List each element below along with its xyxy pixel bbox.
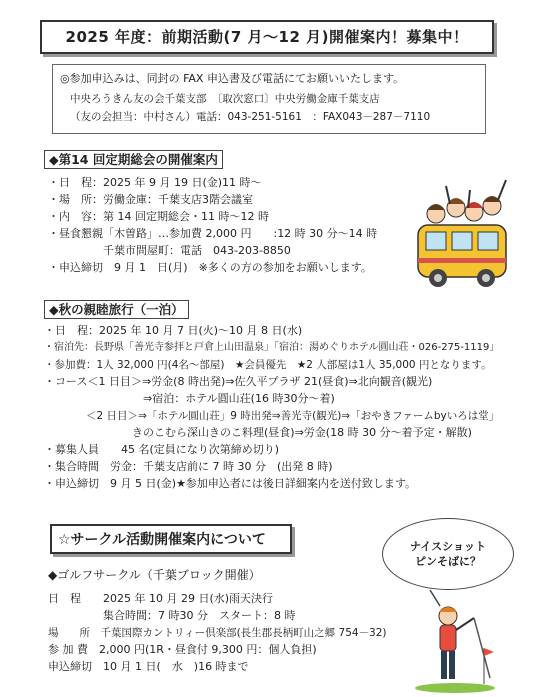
- bubble-line-2: ピンそばに？: [415, 555, 481, 568]
- trip-line: ・コース＜1 日目＞⇒労金(8 時出発)⇒佐久平プラザ 21(昼食)⇒北向観音(観光): [44, 375, 433, 388]
- page-title-box: [40, 20, 494, 54]
- trip-line: ・集合時間 労金：千葉支店前に 7 時 30 分 (出発 8 時): [44, 460, 333, 473]
- golf-circle-heading: ◆ゴルフサークル（千葉ブロック開催）: [48, 568, 261, 582]
- golf-line: 参 加 費 2,000 円(1R・昼食付 9,300 円：個人負担): [48, 643, 317, 656]
- general-meeting-line: ・内 容：第 14 回定期総会・11 時～12 時: [48, 210, 269, 223]
- trip-line: ⇒宿泊：ホテル圓山荘(16 時30分～着): [44, 392, 335, 405]
- trip-line: ・宿泊先：長野県「善光寺参拝と戸倉上山田温泉」「宿泊：湯めぐりホテル圓山荘・026-275-1119」: [44, 342, 500, 353]
- golf-line: 集合時間：7 時30 分 スタート：8 時: [48, 609, 296, 622]
- golf-line: 日 程 2025 年 10 月 29 日(水)雨天決行: [48, 592, 274, 605]
- notice-line-3: （友の会担当：中村さん）電話：043-251-5161 ：FAX043－287－7110: [70, 111, 431, 123]
- notice-line-2: 中央ろうきん友の会千葉支部 〔取次窓口〕中央労働金庫千葉支店: [70, 93, 380, 105]
- general-meeting-line: ・場 所：労働金庫：千葉支店3階会議室: [48, 193, 253, 206]
- general-meeting-line: ・昼食懇親「木曽路」…参加費 2,000 円 :12 時 30 分～14 時: [48, 227, 378, 240]
- circle-activities-heading: ☆サークル活動開催案内について: [58, 532, 266, 548]
- trip-heading: ◆秋の親睦旅行（一泊）: [44, 300, 189, 319]
- trip-line: ・参加費：1人 32,000 円(4名～部屋) ★会員優先 ★2 人部屋は1人 35,000 円となります。: [44, 359, 492, 371]
- circle-activities-heading-box: [50, 524, 292, 554]
- bus-illustration: [412, 170, 512, 295]
- golf-line: 場 所 千葉国際カントリィー倶楽部(長生郡長柄町山之郷 754－32): [48, 627, 387, 639]
- trip-line: ・募集人員 45 名(定員になり次第締め切り): [44, 443, 280, 456]
- general-meeting-line: ・申込締切 9 月 1 日(月) ※多くの方の参加をお願いします。: [48, 261, 372, 274]
- trip-line: ・申込締切 9 月 5 日(金)★参加申込者には後日詳細案内を送付致します。: [44, 477, 417, 490]
- trip-line: きのこむら深山きのこ料理(昼食)⇒労金(18 時 30 分～着予定・解散): [44, 426, 472, 439]
- general-meeting-line: ・日 程：2025 年 9 月 19 日(金)11 時～: [48, 176, 262, 189]
- bubble-line-1: ナイスショット: [410, 540, 486, 553]
- notice-line-1: ◎参加申込みは、同封の FAX 申込書及び電話にてお願いいたします。: [60, 72, 405, 85]
- golf-line: 申込締切 10 月 1 日( 水 )16 時まで: [48, 660, 249, 673]
- speech-bubble: [382, 518, 514, 590]
- trip-line: ＜2 日目＞⇒「ホテル圓山荘」9 時出発⇒善光寺(観光)⇒「おやきファームbyいろは堂」: [44, 410, 500, 422]
- general-meeting-heading: ◆第14 回定期総会の開催案内: [44, 150, 223, 169]
- golfer-illustration: [410, 588, 500, 693]
- general-meeting-line: 千葉市問屋町：電話 043-203-8850: [48, 244, 291, 257]
- trip-line: ・日 程：2025 年 10 月 7 日(火)～10 月 8 日(水): [44, 324, 303, 337]
- page-title: 2025 年度：前期活動(7 月～12 月)開催案内！募集中！: [65, 28, 469, 46]
